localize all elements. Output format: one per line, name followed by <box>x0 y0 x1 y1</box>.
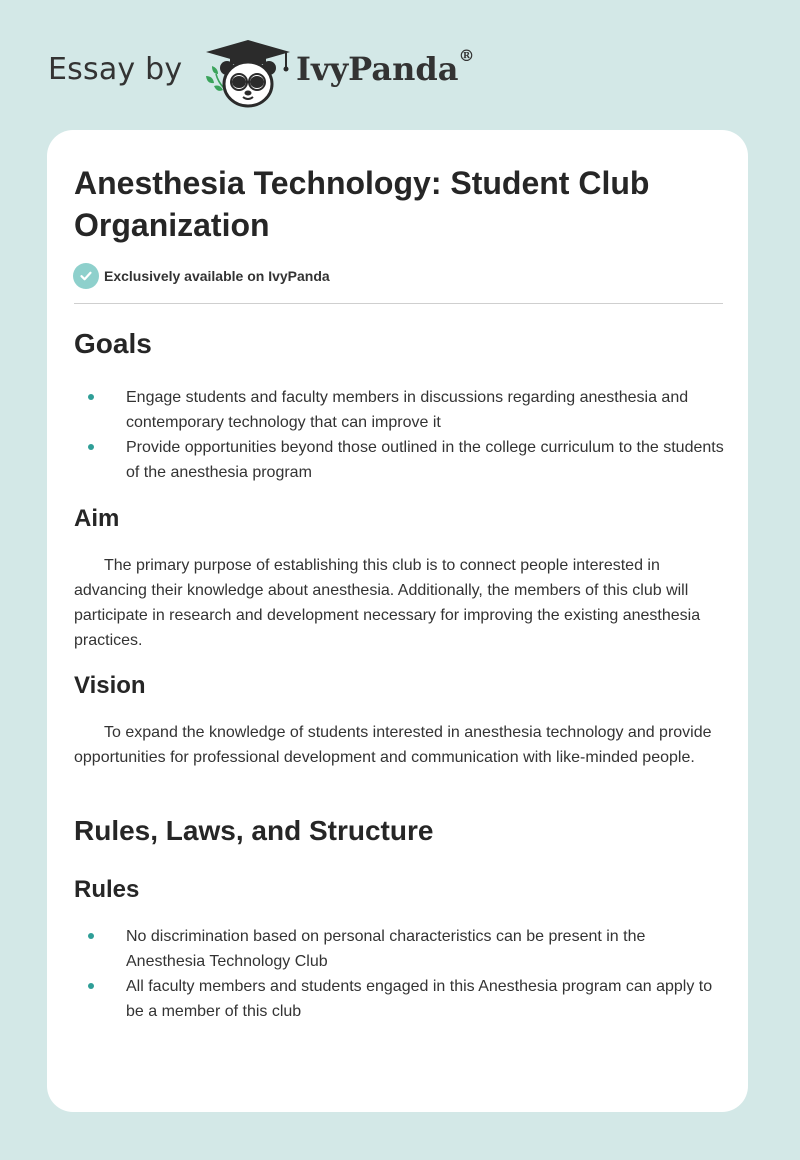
brand-text: IvyPanda <box>296 50 459 88</box>
check-icon <box>73 263 99 289</box>
bullet-icon <box>88 983 94 989</box>
exclusive-label: Exclusively available on IvyPanda <box>104 268 330 284</box>
bullet-icon <box>88 933 94 939</box>
site-header <box>0 0 800 120</box>
page-title: Anesthesia Technology: Student Club Organization <box>74 165 650 243</box>
rules-list <box>74 924 724 1024</box>
rules-laws-heading: Rules, Laws, and Structure <box>74 815 434 846</box>
aim-heading: Aim <box>74 505 120 532</box>
goals-list <box>74 385 724 485</box>
list-item-text: Engage students and faculty members in discussions regarding anesthesia and contemporary technology that can improve it <box>126 389 689 431</box>
list-item <box>74 974 724 1024</box>
exclusive-badge <box>73 262 330 290</box>
essay-by-label: Essay by <box>48 52 183 87</box>
list-item <box>74 385 724 435</box>
essay-card <box>47 130 748 1112</box>
vision-paragraph: To expand the knowledge of students interested in anesthesia technology and provide opportunities for professional development and communication with like-minded people. <box>74 724 712 766</box>
bullet-icon <box>88 394 94 400</box>
list-item-text: Provide opportunities beyond those outlined in the college curriculum to the students of the anesthesia program <box>126 439 724 481</box>
list-item-text: No discrimination based on personal characteristics can be present in the Anesthesia Technology Club <box>126 928 646 970</box>
registered-mark: ® <box>458 46 475 65</box>
vision-heading: Vision <box>74 672 146 699</box>
rules-heading: Rules <box>74 876 140 903</box>
list-item-text: All faculty members and students engaged in this Anesthesia program can apply to be a member of this club <box>126 978 713 1020</box>
bullet-icon <box>88 444 94 450</box>
divider <box>74 303 723 304</box>
panda-logo-icon[interactable] <box>202 36 294 110</box>
brand-name[interactable] <box>296 46 475 88</box>
goals-heading: Goals <box>74 328 152 359</box>
list-item <box>74 924 724 974</box>
aim-paragraph: The primary purpose of establishing this club is to connect people interested in advancing their knowledge about anesthesia. Additionally, the members of this club will participate in research and development necessary for improving the existing anesthesia practices. <box>74 557 701 649</box>
list-item <box>74 435 724 485</box>
